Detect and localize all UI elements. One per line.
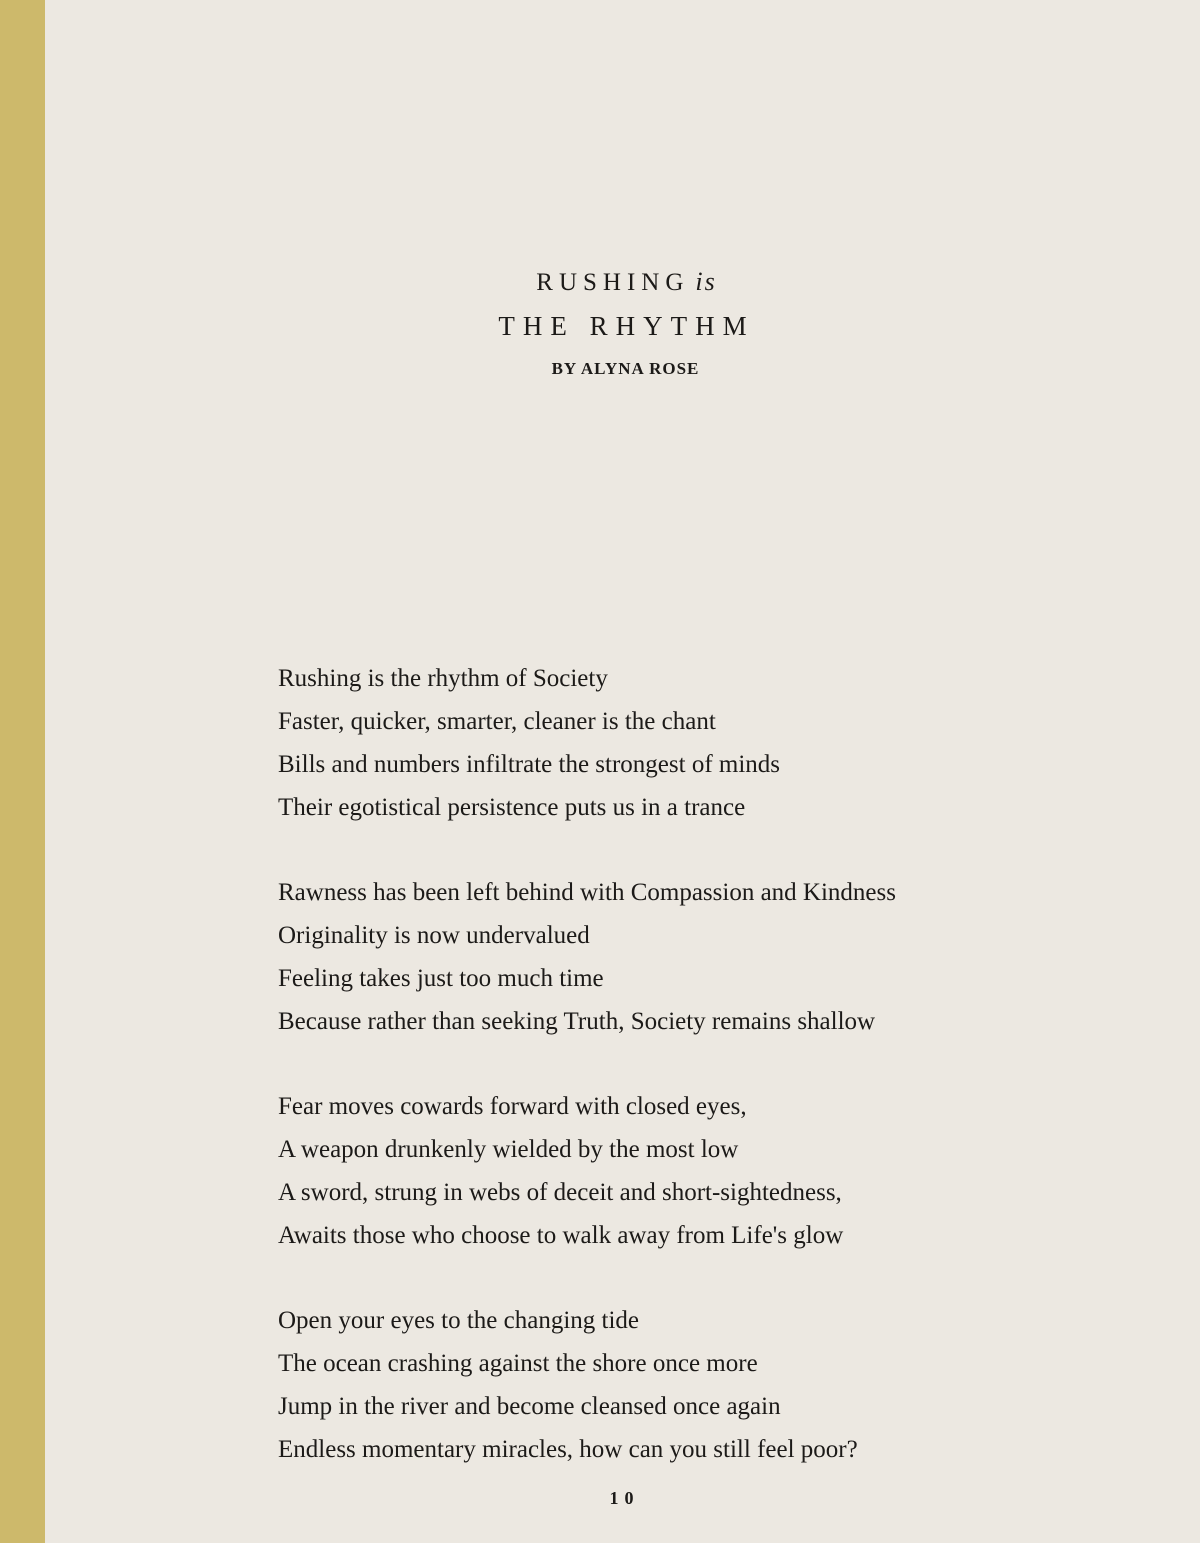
poem-line: Their egotistical persistence puts us in a trance bbox=[278, 794, 746, 821]
poem-line: Rushing is the rhythm of Society bbox=[278, 665, 608, 692]
stanza bbox=[278, 871, 1158, 1043]
poem-line: Awaits those who choose to walk away from Life's glow bbox=[278, 1222, 844, 1249]
title-word-rushing: RUSHING bbox=[536, 269, 690, 296]
poem-line: The ocean crashing against the shore once more bbox=[278, 1350, 758, 1377]
author-byline: BY ALYNA ROSE bbox=[551, 359, 700, 378]
poem-line: Rawness has been left behind with Compassion and Kindness bbox=[278, 879, 896, 906]
poem-title-line-2: THE RHYTHM bbox=[498, 311, 755, 341]
poem-line: A sword, strung in webs of deceit and short-sightedness, bbox=[278, 1179, 842, 1206]
page-number: 10 bbox=[609, 1488, 640, 1508]
poem-line: Because rather than seeking Truth, Society remains shallow bbox=[278, 1008, 876, 1035]
poem-title-line-1 bbox=[53, 262, 1200, 303]
stanza bbox=[278, 657, 1158, 829]
title-block bbox=[45, 262, 1200, 379]
poem-line: Endless momentary miracles, how can you still feel poor? bbox=[278, 1436, 858, 1463]
poem-line: Fear moves cowards forward with closed eyes, bbox=[278, 1093, 747, 1120]
poem-line: Jump in the river and become cleansed once again bbox=[278, 1393, 781, 1420]
poem-body bbox=[278, 657, 1158, 1513]
poem-line: Faster, quicker, smarter, cleaner is the chant bbox=[278, 708, 716, 735]
title-word-is: is bbox=[695, 267, 717, 296]
stanza bbox=[278, 1299, 1158, 1471]
poem-line: Bills and numbers infiltrate the strongest of minds bbox=[278, 751, 781, 778]
side-color-bar bbox=[0, 0, 45, 1543]
poem-line: Open your eyes to the changing tide bbox=[278, 1307, 640, 1334]
poem-line: Feeling takes just too much time bbox=[278, 965, 604, 992]
stanza bbox=[278, 1085, 1158, 1257]
poem-line: Originality is now undervalued bbox=[278, 922, 590, 949]
poem-line: A weapon drunkenly wielded by the most low bbox=[278, 1136, 739, 1163]
